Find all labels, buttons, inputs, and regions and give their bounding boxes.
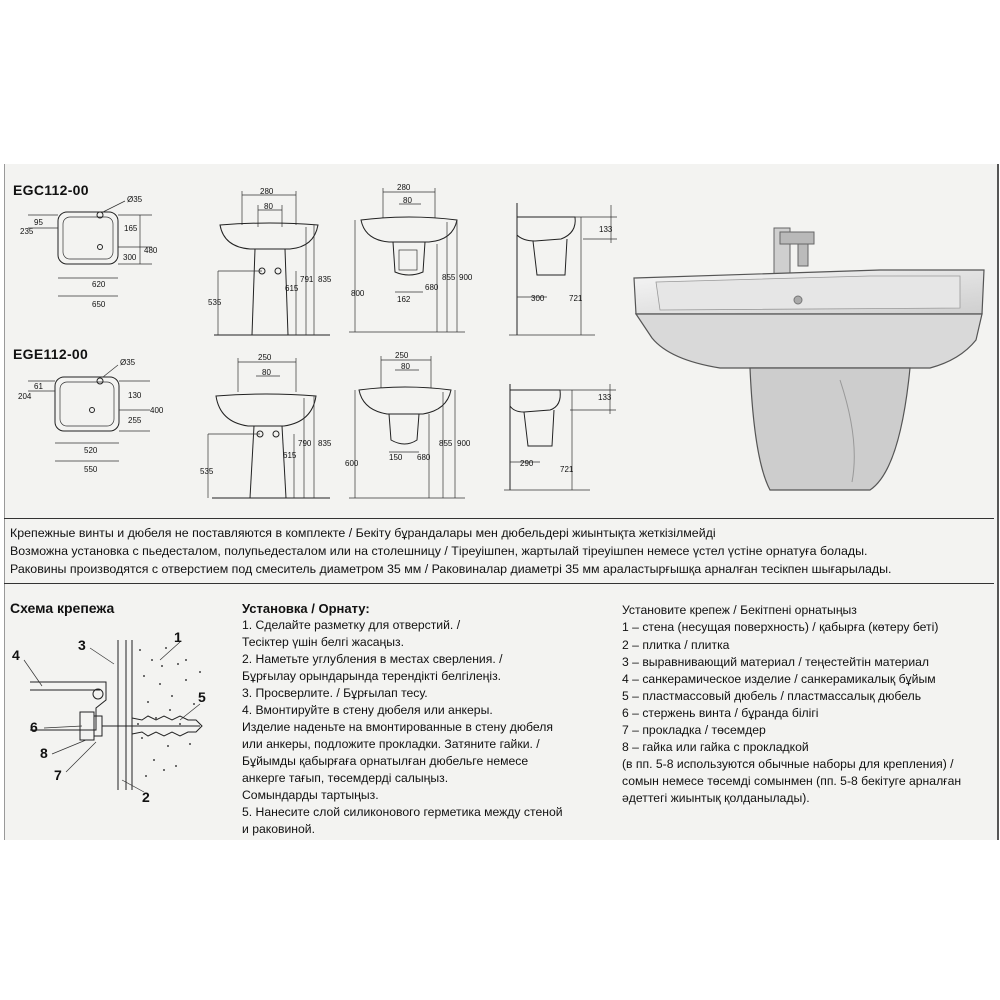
front-view-pedestal-egc	[200, 185, 350, 345]
install-line-5: 3. Просверлите. / Бұрғылап тесу.	[242, 686, 428, 700]
install-line-2: Тесіктер үшін белгі жасаңыз.	[242, 635, 405, 649]
dim-61: 61	[34, 382, 43, 391]
fastening-line-3: 2 – плитка / плитка	[622, 638, 730, 652]
dim-550: 550	[84, 465, 98, 474]
scheme-label-5: 5	[198, 689, 206, 705]
install-line-9: Бұйымды қабырғаға орнатылған дюбельге немесе	[242, 754, 529, 768]
dim-800: 800	[351, 289, 365, 298]
side-view-ege	[500, 380, 625, 500]
fastening-line-10: (в пп. 5-8 используются обычные наборы для крепления) /	[622, 757, 954, 771]
fastening-line-6: 5 – пластмассовый дюбель / пластмассалық дюбель	[622, 689, 922, 703]
dim-791: 791	[300, 275, 314, 284]
dim-130: 130	[128, 391, 142, 400]
dim-300: 300	[123, 253, 137, 262]
dim-835: 835	[318, 275, 332, 284]
fastening-line-7: 6 – стержень винта / бұранда білігі	[622, 706, 819, 720]
dim-162: 162	[397, 295, 411, 304]
dim-235: 235	[20, 227, 34, 236]
fastening-line-8: 7 – прокладка / төсемдер	[622, 723, 766, 737]
top-view-drawing-egc	[0, 190, 200, 320]
washbasin-product-illustration	[630, 210, 990, 510]
top-view-drawing-ege	[0, 355, 200, 475]
dim-300c: 300	[531, 294, 545, 303]
dim-hole-b: Ø35	[120, 358, 136, 367]
front-view-pedestal-ege	[200, 350, 350, 510]
fastening-line-4: 3 – выравнивающий материал / теңестейтін материал	[622, 655, 930, 669]
dim-95: 95	[34, 218, 43, 227]
front-view-semipedestal-egc	[345, 180, 495, 340]
install-line-8: или анкеры, подложите прокладки. Затяните гайки. /	[242, 737, 540, 751]
divider-bottom	[4, 583, 994, 584]
dim-255: 255	[128, 416, 142, 425]
divider-top	[4, 518, 994, 519]
dim-535b: 535	[200, 467, 214, 476]
dim-535: 535	[208, 298, 222, 307]
dim-150: 150	[389, 453, 403, 462]
model-egc112-title: EGC112-00	[13, 182, 89, 198]
dim-133b: 133	[598, 393, 612, 402]
scheme-label-1: 1	[174, 629, 182, 645]
install-line-12: 5. Нанесите слой силиконового герметика между стеной	[242, 805, 563, 819]
fastening-scheme-title: Схема крепежа	[10, 600, 115, 616]
dim-855b: 855	[439, 439, 453, 448]
install-line-7: Изделие наденьте на вмонтированные в стену дюбеля	[242, 720, 553, 734]
scheme-label-8: 8	[40, 745, 48, 761]
fastening-line-5: 4 – санкерамическое изделие / санкерамикалық бұйым	[622, 672, 936, 686]
side-view-egc	[505, 195, 625, 340]
fastening-line-12: әдеттегі жиынтық қолданылады).	[622, 791, 810, 805]
note-screws: Крепежные винты и дюбеля не поставляются в комплекте / Бекіту бұрандалары мен дюбельдері жиынтықта жеткізілмейді	[10, 526, 716, 540]
dim-480: 480	[144, 246, 158, 255]
dim-680b: 680	[417, 453, 431, 462]
dim-835b: 835	[318, 439, 332, 448]
scheme-label-4: 4	[12, 647, 20, 663]
dim-133: 133	[599, 225, 613, 234]
dim-721: 721	[569, 294, 583, 303]
install-line-3: 2. Наметьте углубления в местах сверления. /	[242, 652, 503, 666]
dim-290: 290	[520, 459, 534, 468]
scheme-label-2: 2	[142, 789, 150, 805]
dim-790: 790	[298, 439, 312, 448]
scheme-label-3: 3	[78, 637, 86, 653]
fastening-line-9: 8 – гайка или гайка с прокладкой	[622, 740, 809, 754]
dim-204: 204	[18, 392, 32, 401]
note-faucet-hole: Раковины производятся с отверстием под смеситель диаметром 35 мм / Раковиналар диаметрі 35 мм араластырғышқа арналған тесікпен шығарылады.	[10, 562, 892, 576]
dim-165: 165	[124, 224, 138, 233]
dim-80b: 80	[403, 196, 412, 205]
dim-80c: 80	[262, 368, 271, 377]
dim-80: 80	[264, 202, 273, 211]
fastening-line-2: 1 – стена (несущая поверхность) / қабырға (көтеру беті)	[622, 620, 939, 634]
dim-900b: 900	[457, 439, 471, 448]
fastening-line-11: сомын немесе төсемді сомынмен (пп. 5-8 бекітуге арналған	[622, 774, 962, 788]
scheme-label-7: 7	[54, 767, 62, 783]
dim-615b: 615	[283, 451, 297, 460]
dim-855: 855	[442, 273, 456, 282]
dim-620: 620	[92, 280, 106, 289]
fastening-scheme-diagram	[10, 620, 230, 820]
install-line-11: Сомындарды тартыңыз.	[242, 788, 379, 802]
dim-80d: 80	[401, 362, 410, 371]
dim-721b: 721	[560, 465, 574, 474]
dim-615: 615	[285, 284, 299, 293]
dim-600: 600	[345, 459, 359, 468]
install-line-1: 1. Сделайте разметку для отверстий. /	[242, 618, 461, 632]
install-line-6: 4. Вмонтируйте в стену дюбеля или анкеры.	[242, 703, 493, 717]
dim-680: 680	[425, 283, 439, 292]
note-installation-options: Возможна установка с пьедесталом, полупьедесталом или на столешницу / Тіреуішпен, жартылай тіреуішпен немесе үстел үстіне орнатуға болады.	[10, 544, 868, 558]
dim-650: 650	[92, 300, 106, 309]
dim-250: 250	[258, 353, 272, 362]
dim-400: 400	[150, 406, 164, 415]
dim-280: 280	[260, 187, 274, 196]
dim-250b: 250	[395, 351, 409, 360]
model-ege112-title: EGE112-00	[13, 346, 89, 362]
install-line-4: Бұрғылау орындарында терендікті белгілеңіз.	[242, 669, 502, 683]
front-view-semipedestal-ege	[345, 348, 495, 508]
dim-520: 520	[84, 446, 98, 455]
install-line-13: и раковиной.	[242, 822, 315, 836]
fastening-line-1: Установите крепеж / Бекітпені орнатыңыз	[622, 603, 857, 617]
dim-280b: 280	[397, 183, 411, 192]
scheme-label-6: 6	[30, 719, 38, 735]
install-line-10: анкерге тағып, төсемдерді салыңыз.	[242, 771, 449, 785]
dim-hole: Ø35	[127, 195, 143, 204]
dim-900: 900	[459, 273, 473, 282]
installation-title: Установка / Орнату:	[242, 601, 370, 616]
